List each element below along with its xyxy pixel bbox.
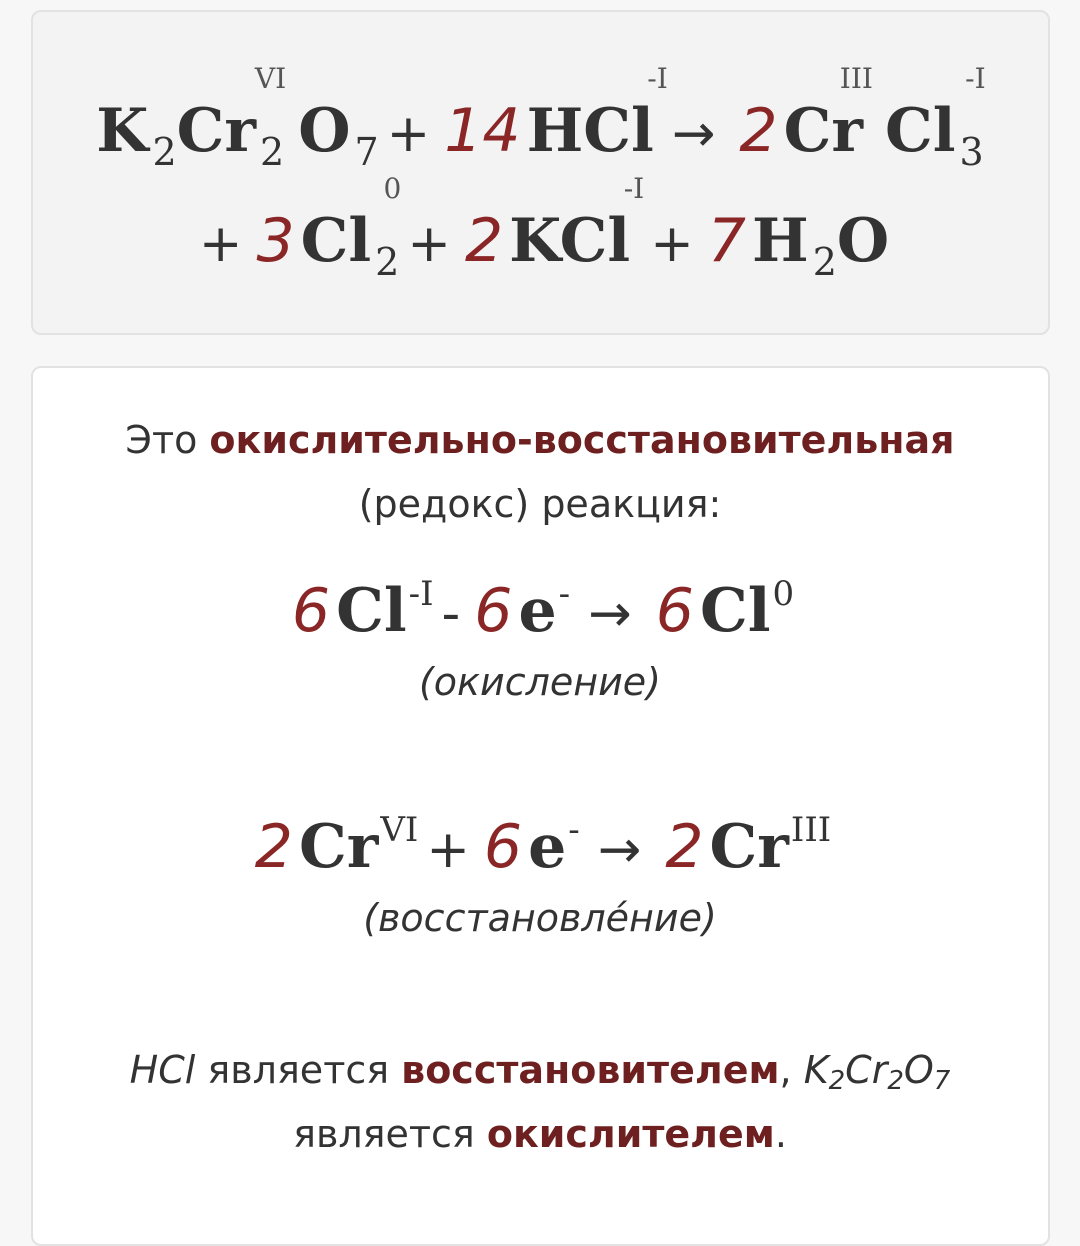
reaction-arrow: →: [671, 104, 716, 164]
oxidation-state: VI: [380, 810, 419, 850]
formula-k2cr2o7: K $_2$: [96, 96, 177, 174]
coefficient: 2: [464, 206, 504, 276]
oxidation-state: III: [839, 62, 873, 95]
oxidizer-formula: $K_2Cr_2O_7$: [803, 1048, 951, 1096]
oxidation-state: III: [790, 810, 832, 850]
equation-line-1: [0, 62, 1080, 174]
coefficient: 6: [291, 576, 331, 646]
coefficient: 6: [474, 576, 513, 646]
coefficient: 2: [665, 812, 704, 882]
oxidation-state: 0: [383, 172, 402, 205]
coefficient: 6: [655, 576, 694, 646]
element-cr: Cr III: [783, 62, 873, 166]
plus-sign: +: [426, 820, 470, 880]
oxidation-state: -I: [408, 574, 434, 614]
oxidizer-term: окислителем: [486, 1112, 775, 1156]
electron: e: [518, 576, 557, 646]
coefficient: 14: [444, 96, 521, 166]
conclusion-line-2: является окислителем.: [293, 1112, 787, 1156]
reaction-arrow: →: [597, 820, 642, 880]
element-o: O $_7$: [298, 96, 379, 174]
formula-kcl: KCl -I: [509, 172, 645, 276]
oxidation-state: -I: [647, 62, 668, 95]
oxidation-half-reaction: [0, 574, 1080, 646]
intro-line-2: (редокс) реакция:: [358, 482, 722, 526]
redox-term: окислительно-восстановительная: [209, 418, 955, 462]
plus-sign: +: [386, 104, 431, 164]
oxidation-state: -I: [623, 172, 645, 205]
electron-charge: -: [558, 574, 571, 614]
plus-sign: +: [650, 214, 694, 274]
oxidation-state: VI: [254, 62, 287, 95]
electron: e: [528, 812, 567, 882]
coefficient: 7: [707, 206, 746, 276]
coefficient: 6: [483, 812, 523, 882]
electron-charge: -: [568, 810, 580, 850]
oxidation-state: -I: [965, 62, 986, 95]
plus-sign: +: [407, 214, 451, 274]
reducer-formula: HCl: [129, 1048, 196, 1092]
plus-sign: +: [198, 214, 243, 274]
element-cr: Cr $_2$ VI: [176, 62, 287, 174]
oxidation-label: (окисление): [418, 660, 662, 704]
conclusion-line-1: HCl является восстановителем, $K_2Cr_2O_7$: [129, 1048, 951, 1096]
reduction-label: (восстановле́ние): [363, 896, 717, 940]
coefficient: 3: [256, 206, 295, 276]
species-cl: Cl: [336, 576, 407, 646]
minus-sign: -: [441, 584, 461, 644]
formula-h2o: H $_2$O: [751, 206, 890, 284]
oxidation-state: 0: [772, 574, 795, 614]
equation-line-2: [0, 172, 1080, 284]
intro-line-1: Это окислительно-восстановительная: [125, 418, 955, 462]
reducer-term: восстановителем: [401, 1048, 780, 1092]
reduction-half-reaction: [0, 810, 1080, 882]
reaction-arrow: →: [588, 584, 632, 644]
product-cr: Cr: [709, 812, 789, 882]
product-cl: Cl: [699, 576, 771, 646]
formula-cl2: Cl $_2$ 0: [300, 172, 402, 284]
species-cr: Cr: [298, 812, 379, 882]
coefficient: 2: [254, 812, 293, 882]
element-cl: Cl $_3$ -I: [884, 62, 986, 174]
formula-hcl: HCl -I: [526, 62, 668, 166]
coefficient: 2: [739, 96, 778, 166]
